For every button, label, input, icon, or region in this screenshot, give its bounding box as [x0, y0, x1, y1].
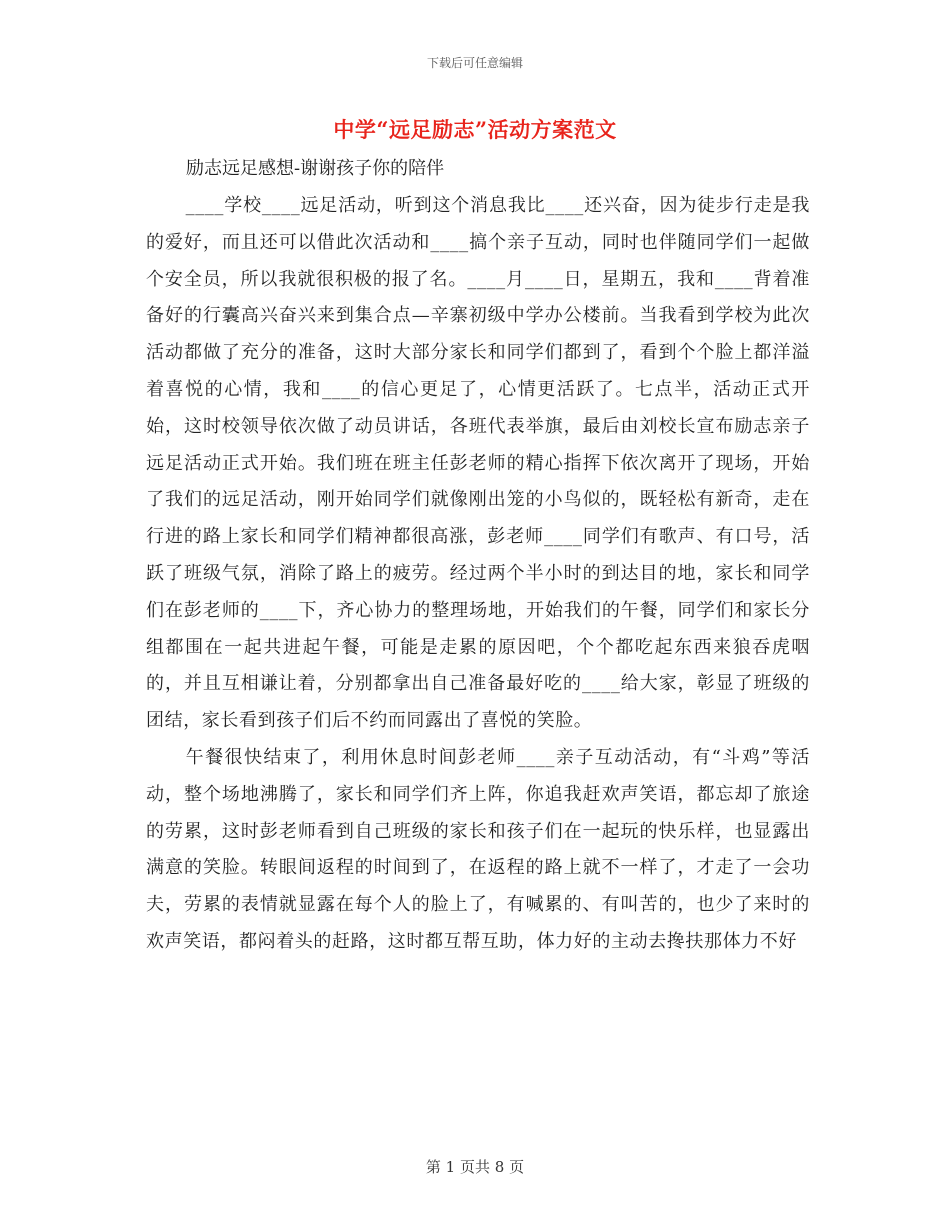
- document-title: 中学“远足励志”活动方案范文: [333, 117, 617, 142]
- page-footer: 第 1 页共 8 页: [425, 1158, 525, 1176]
- document-body: [146, 154, 810, 961]
- body-paragraph-1: ____学校____远足活动，听到这个消息我比____还兴奋，因为徒步行走是我的爱好，而且还可以借此次活动和____搞个亲子互动，同时也伴随同学们一起做个安全员，所以我就很积极的报了名。____月____日，星期五，我和____背着准备好的行囊高兴奋兴来到集合点—辛寨初级中学办公楼前。当我看到学校为此次活动都做了充分的准备，这时大部分家长和同学们都到了，看到个个脸上都洋溢着喜悦的心情，我和____的信心更足了，心情更活跃了。七点半，活动正式开始，这时校领导依次做了动员讲话，各班代表举旗，最后由刘校长宣布励志亲子远足活动正式开始。我们班在班主任彭老师的精心指挥下依次离开了现场，开始了我们的远足活动，刚开始同学们就像刚出笼的小鸟似的，既轻松有新奇，走在行进的路上家长和同学们精神都很高涨，彭老师____同学们有歌声、有口号，活跃了班级气氛，消除了路上的疲劳。经过两个半小时的到达目的地，家长和同学们在彭老师的____下，齐心协力的整理场地，开始我们的午餐，同学们和家长分组都围在一起共进起午餐，可能是走累的原因吧，个个都吃起东西来狼吞虎咽的，并且互相谦让着，分别都拿出自己准备最好吃的____给大家，彰显了班级的团结，家长看到孩子们后不约而同露出了喜悦的笑脸。: [146, 195, 810, 732]
- body-paragraph-2: 午餐很快结束了，利用休息时间彭老师____亲子互动活动，有“斗鸡”等活动，整个场地沸腾了，家长和同学们齐上阵，你追我赶欢声笑语，都忘却了旅途的劳累，这时彭老师看到自己班级的家长和孩子们在一起玩的快乐样，也显露出满意的笑脸。转眼间返程的时间到了，在返程的路上就不一样了，才走了一会功夫，劳累的表情就显露在每个人的脸上了，有喊累的、有叫苦的，也少了来时的欢声笑语，都闷着头的赶路，这时都互帮互助，体力好的主动去搀扶那体力不好: [146, 746, 810, 952]
- document-subtitle: 励志远足感想-谢谢孩子你的陪伴: [186, 158, 445, 179]
- header-note: 下载后可任意编辑: [426, 56, 523, 70]
